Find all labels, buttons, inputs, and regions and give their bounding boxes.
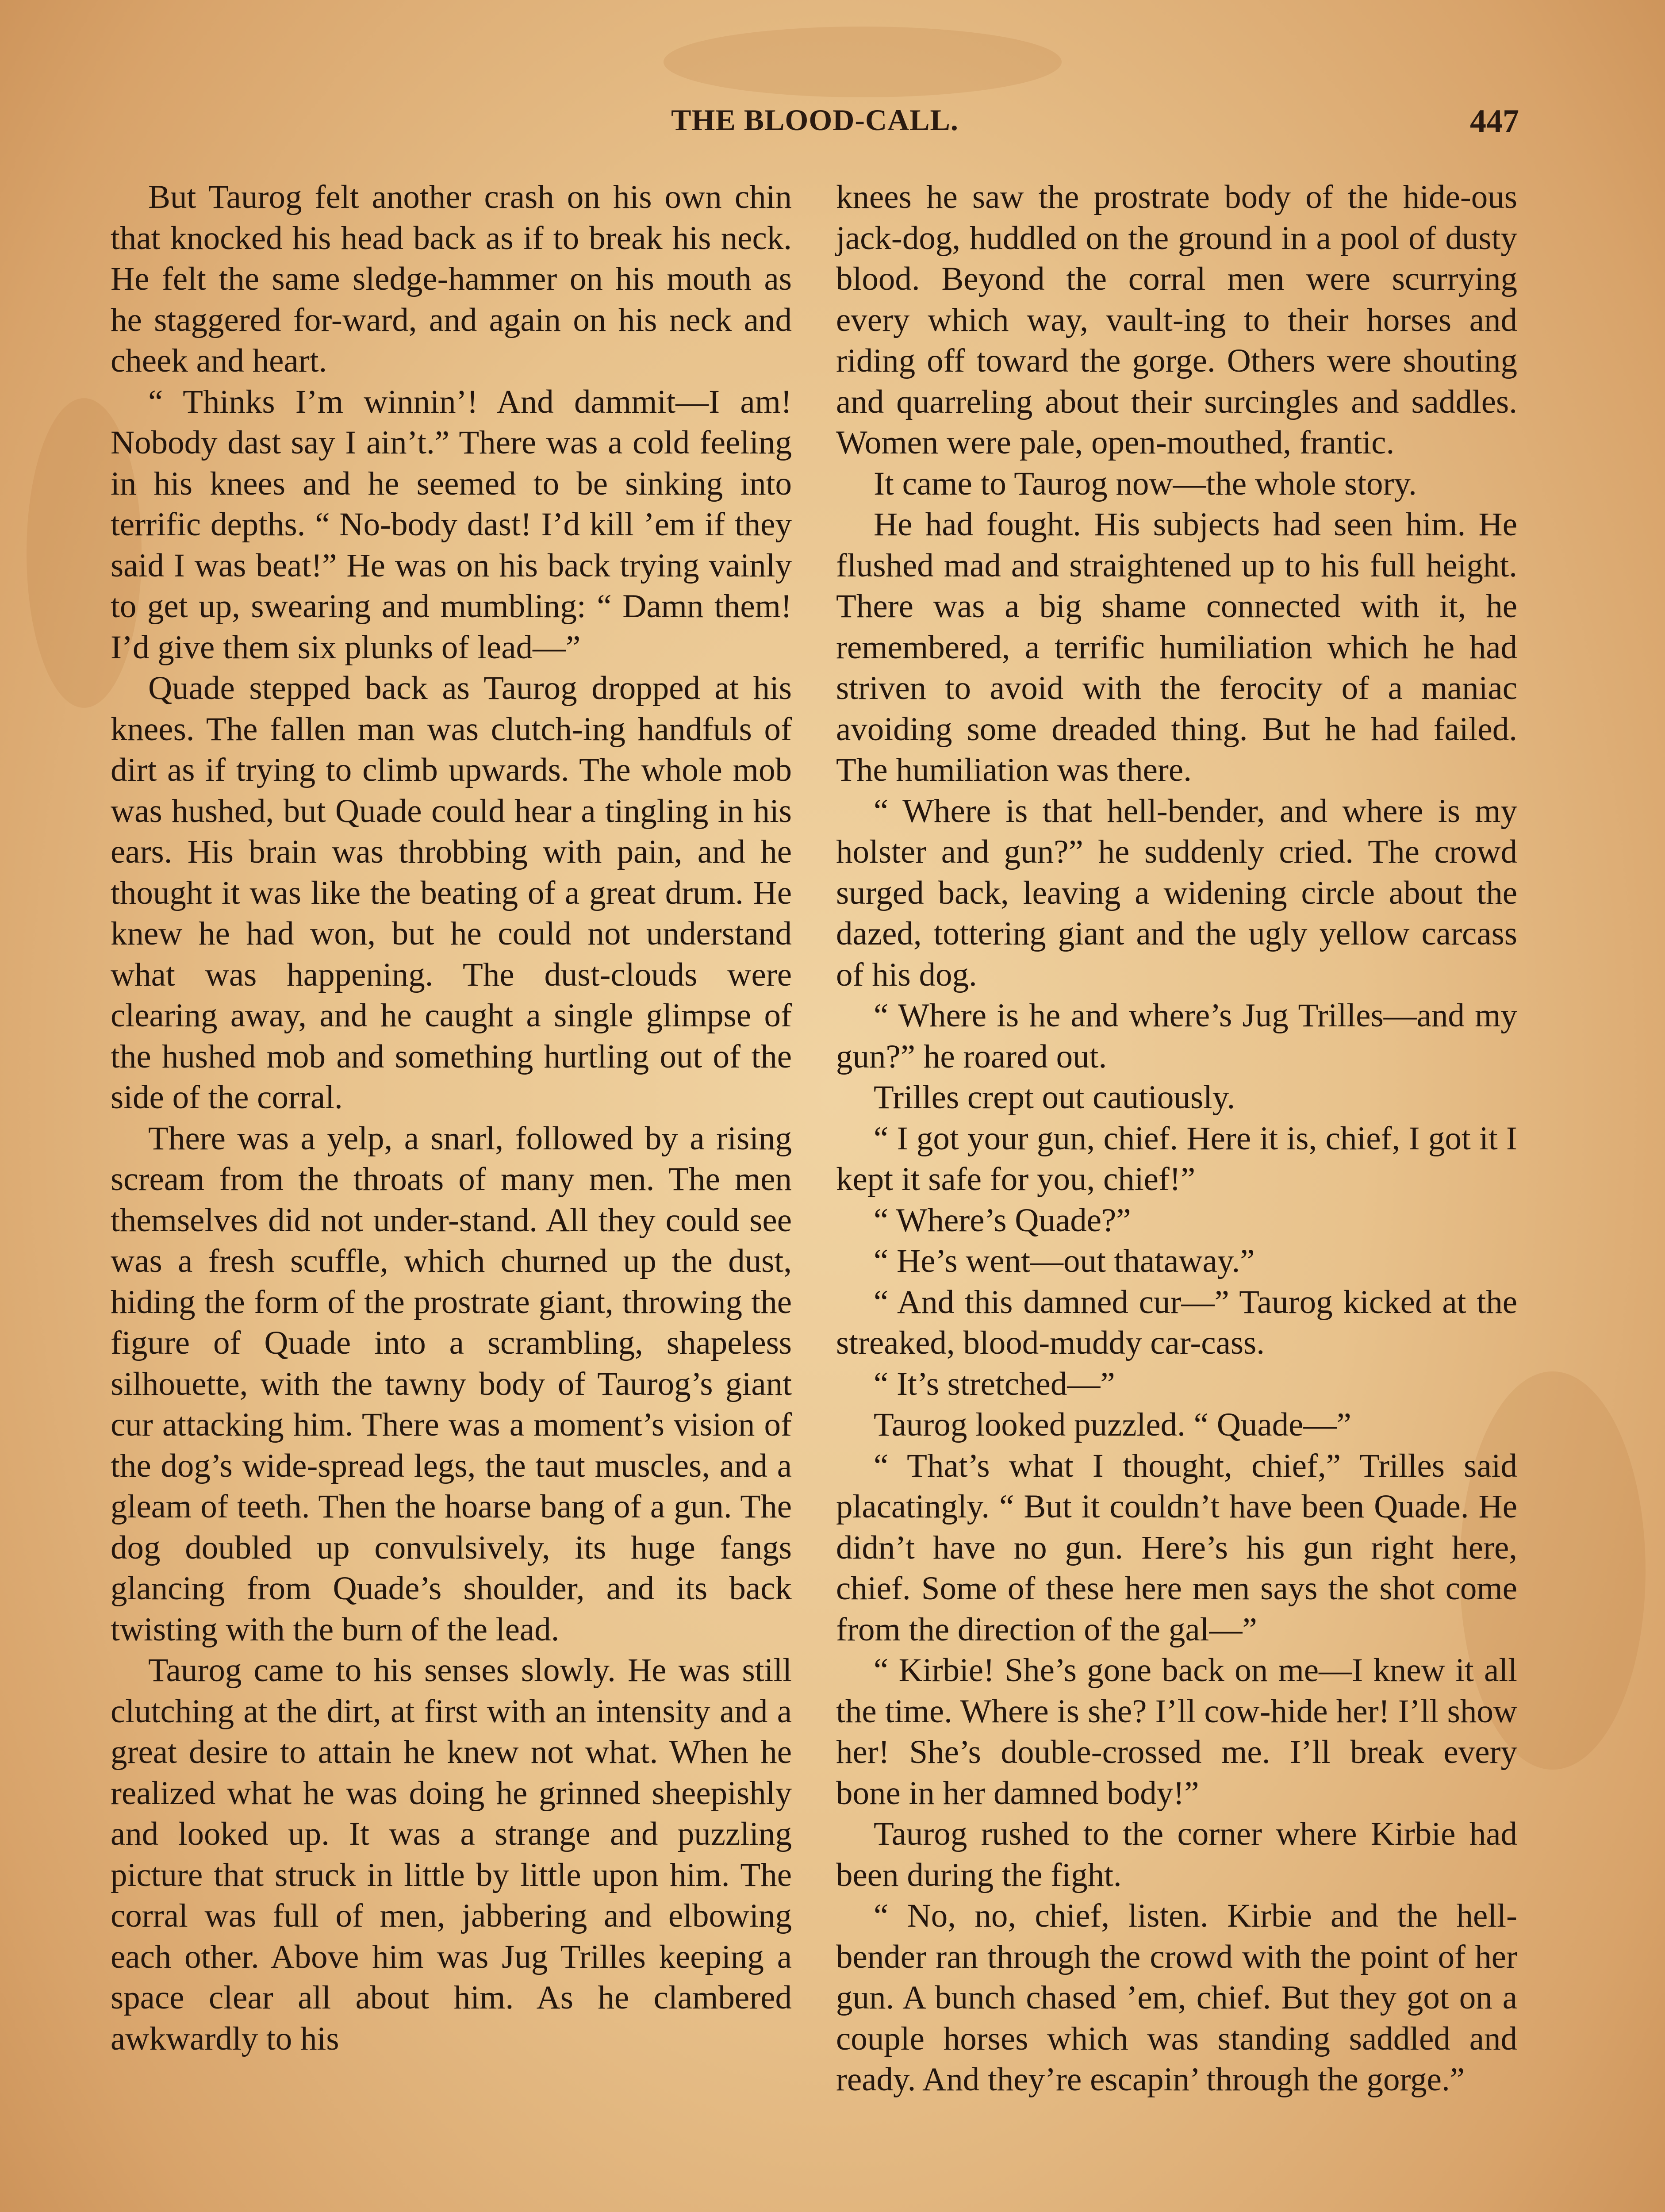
paragraph: “ And this damned cur—” Taurog kicked at the streaked, blood-muddy car-cass. [836,1283,1517,1361]
paragraph: “ Where’s Quade?” [874,1202,1131,1239]
paragraph: “ No, no, chief, listen. Kirbie and the hell-bender ran through the crowd with the point of her gun. A bunch chased ’em, chief. But they got on a couple horses which was standing saddled and ready. And they’re escapin’ through the gorge.” [836,1897,1517,2098]
running-title: THE BLOOD-CALL. [671,103,959,137]
text-columns [111,177,1517,2212]
paragraph: There was a yelp, a snarl, followed by a rising scream from the throats of many men. The men themselves did not under-stand. All they could see was a fresh scuffle, which churned up the dust, hiding the form of the prostrate giant, throwing the figure of Quade into a scrambling, shapeless silhouette, with the tawny body of Taurog’s giant cur attacking him. There was a moment’s vision of the dog’s wide-spread legs, the taut muscles, and a gleam of teeth. Then the hoarse bang of a gun. The dog doubled up convulsively, its huge fangs glancing from Quade’s shoulder, and its back twisting with the burn of the lead. [111,1120,792,1648]
paragraph: Taurog rushed to the corner where Kirbie had been during the fight. [836,1816,1517,1893]
paragraph: “ That’s what I thought, chief,” Trilles said placatingly. “ But it couldn’t have been Quade. He didn’t have no gun. Here’s his gun right here, chief. Some of these here men says the shot come from the direction of the gal—” [836,1447,1517,1648]
paper-stain [664,27,1062,97]
page-number: 447 [1470,103,1519,139]
paragraph: He had fought. His subjects had seen him. He flushed mad and straightened up to his full height. There was a big shame connected with it, he remembered, a terrific humiliation which he had striven to avoid with the ferocity of a maniac avoiding some dreaded thing. But he had failed. The humiliation was there. [836,506,1517,788]
left-column [111,177,792,2212]
paragraph: knees he saw the prostrate body of the hide-ous jack-dog, huddled on the ground in a pool of dusty blood. Beyond the corral men were scurrying every which way, vault-ing to their horses and riding off toward the gorge. Others were shouting and quarreling about their surcingles and saddles. Women were pale, open-mouthed, frantic. [836,179,1517,461]
paragraph: “ Where is he and where’s Jug Trilles—and my gun?” he roared out. [836,997,1517,1075]
paragraph: “ Kirbie! She’s gone back on me—I knew it all the time. Where is she? I’ll cow-hide her! I’ll show her! She’s double-crossed me. I’ll break every bone in her damned body!” [836,1652,1517,1812]
paragraph: “ Where is that hell-bender, and where is my holster and gun?” he suddenly cried. The crowd surged back, leaving a widening circle about the dazed, tottering giant and the ugly yellow carcass of his dog. [836,792,1517,993]
paragraph: Trilles crept out cautiously. [874,1079,1235,1116]
right-column [836,177,1517,2212]
paragraph: “ I got your gun, chief. Here it is, chief, I got it I kept it safe for you, chief!” [836,1120,1517,1198]
paragraph: But Taurog felt another crash on his own chin that knocked his head back as if to break his neck. He felt the same sledge-hammer on his mouth as he staggered for-ward, and again on his neck and cheek and heart. [111,179,792,379]
paragraph: “ He’s went—out thataway.” [874,1243,1255,1279]
paragraph: Taurog looked puzzled. “ Quade—” [874,1406,1351,1443]
running-head [111,103,1519,151]
paragraph: “ It’s stretched—” [874,1365,1115,1402]
paragraph: Quade stepped back as Taurog dropped at his knees. The fallen man was clutch-ing handfuls of dirt as if trying to climb upwards. The whole mob was hushed, but Quade could hear a tingling in his ears. His brain was throbbing with pain, and he thought it was like the beating of a great drum. He knew he had won, but he could not understand what was happening. The dust-clouds were clearing away, and he caught a single glimpse of the hushed mob and something hurtling out of the side of the corral. [111,670,792,1116]
paragraph: It came to Taurog now—the whole story. [874,465,1417,502]
paragraph: “ Thinks I’m winnin’! And dammit—I am! Nobody dast say I ain’t.” There was a cold feeling in his knees and he seemed to be sinking into terrific depths. “ No-body dast! I’d kill ’em if they said I was beat!” He was on his back trying vainly to get up, swearing and mumbling: “ Damn them! I’d give them six plunks of lead—” [111,383,792,666]
paragraph: Taurog came to his senses slowly. He was still clutching at the dirt, at first with an intensity and a great desire to attain he knew not what. When he realized what he was doing he grinned sheepishly and looked up. It was a strange and puzzling picture that struck in little by little upon him. The corral was full of men, jabbering and elbowing each other. Above him was Jug Trilles keeping a space clear all about him. As he clambered awkwardly to his [111,1652,792,2057]
